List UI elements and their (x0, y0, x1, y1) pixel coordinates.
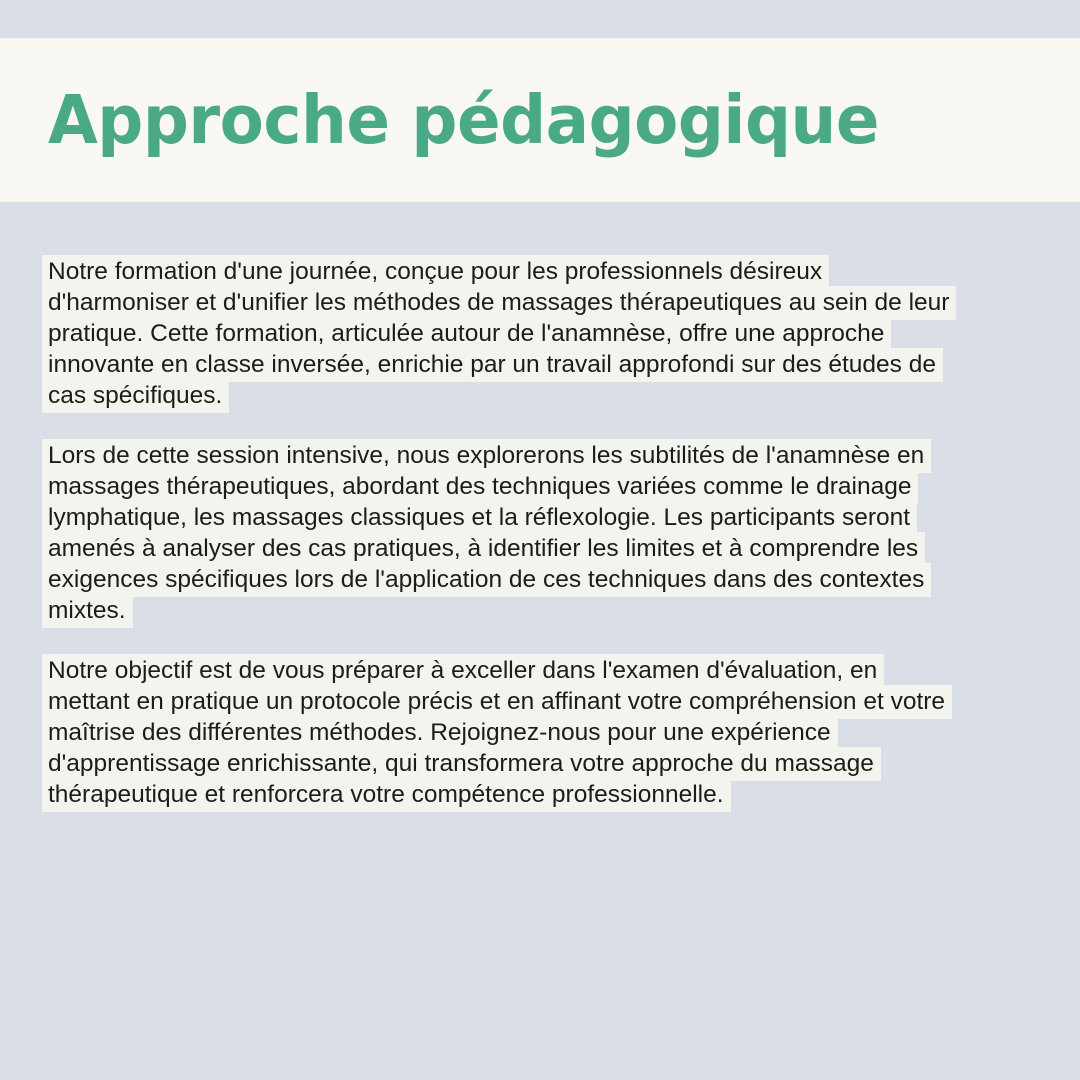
body-text-line (42, 471, 1042, 502)
text-highlight: innovante en classe inversée, enrichie par un travail approfondi sur des études de (42, 348, 943, 382)
body-text-line (42, 440, 1042, 471)
body-text-line (42, 349, 1042, 380)
body-text-line (42, 717, 1042, 748)
text-highlight: mixtes. (42, 594, 133, 628)
text-highlight: Notre formation d'une journée, conçue pour les professionnels désireux (42, 255, 829, 289)
body-text-line (42, 595, 1042, 626)
body-text-line (42, 256, 1042, 287)
page-title: Approche pédagogique (48, 80, 879, 159)
text-highlight: pratique. Cette formation, articulée autour de l'anamnèse, offre une approche (42, 317, 891, 351)
body-text-line (42, 564, 1042, 595)
text-highlight: massages thérapeutiques, abordant des techniques variées comme le drainage (42, 470, 918, 504)
text-highlight: d'harmoniser et d'unifier les méthodes de massages thérapeutiques au sein de leur (42, 286, 956, 320)
body-text-line (42, 287, 1042, 318)
body-text-line (42, 380, 1042, 411)
body-text-line (42, 318, 1042, 349)
text-highlight: cas spécifiques. (42, 379, 229, 413)
text-highlight: mettant en pratique un protocole précis et en affinant votre compréhension et votre (42, 685, 952, 719)
text-highlight: Lors de cette session intensive, nous explorerons les subtilités de l'anamnèse en (42, 439, 931, 473)
body-text-line (42, 533, 1042, 564)
text-highlight: d'apprentissage enrichissante, qui transformera votre approche du massage (42, 747, 881, 781)
text-highlight: amenés à analyser des cas pratiques, à identifier les limites et à comprendre les (42, 532, 925, 566)
body-text-line (42, 779, 1042, 810)
body-paragraph (42, 655, 1042, 810)
body-text-line (42, 655, 1042, 686)
body-text-line (42, 502, 1042, 533)
text-highlight: maîtrise des différentes méthodes. Rejoignez-nous pour une expérience (42, 716, 838, 750)
text-highlight: exigences spécifiques lors de l'application de ces techniques dans des contextes (42, 563, 931, 597)
text-highlight: Notre objectif est de vous préparer à exceller dans l'examen d'évaluation, en (42, 654, 884, 688)
body-paragraph (42, 256, 1042, 411)
text-highlight: thérapeutique et renforcera votre compétence professionnelle. (42, 778, 731, 812)
text-highlight: lymphatique, les massages classiques et la réflexologie. Les participants seront (42, 501, 917, 535)
body-text-line (42, 748, 1042, 779)
body-copy (42, 256, 1042, 810)
body-paragraph (42, 440, 1042, 626)
body-text-line (42, 686, 1042, 717)
header-band (0, 38, 1080, 202)
